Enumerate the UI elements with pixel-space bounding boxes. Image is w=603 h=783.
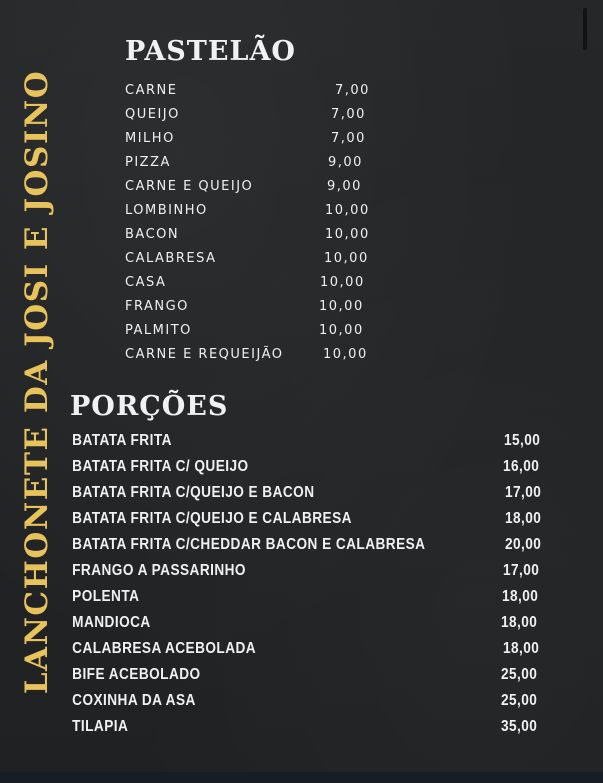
pastelao-heading: PASTELÃO	[125, 36, 296, 67]
item-name: QUEIJO	[125, 107, 180, 122]
item-price: 17,00	[502, 562, 540, 579]
item-price: 7,00	[331, 131, 366, 146]
item-price: 18,00	[504, 510, 542, 527]
item-name: CARNE E QUEIJO	[125, 179, 254, 194]
item-name: FRANGO A PASSARINHO	[72, 562, 246, 579]
item-price: 10,00	[320, 275, 365, 290]
item-price: 17,00	[504, 484, 542, 501]
item-name: BATATA FRITA C/ QUEIJO	[72, 458, 249, 475]
porcoes-heading: PORÇÕES	[70, 391, 229, 422]
item-price: 25,00	[500, 666, 538, 683]
item-name: CASA	[125, 275, 167, 290]
item-price: 7,00	[335, 83, 370, 98]
item-name: CALABRESA	[125, 251, 217, 266]
item-name: CARNE E REQUEIJÃO	[125, 347, 284, 362]
item-name: CARNE	[125, 83, 178, 98]
item-price: 15,00	[503, 432, 541, 449]
item-price: 10,00	[319, 323, 364, 338]
item-price: 35,00	[500, 718, 538, 735]
item-price: 10,00	[323, 347, 368, 362]
item-name: PALMITO	[125, 323, 192, 338]
item-name: BATATA FRITA C/CHEDDAR BACON E CALABRESA	[72, 536, 426, 553]
item-price: 20,00	[504, 536, 542, 553]
bottom-bar	[0, 772, 603, 783]
item-price: 7,00	[331, 107, 366, 122]
scrollbar-thumb	[583, 8, 587, 50]
item-name: BATATA FRITA	[72, 432, 172, 449]
item-name: LOMBINHO	[125, 203, 208, 218]
item-name: FRANGO	[125, 299, 189, 314]
item-name: MILHO	[125, 131, 175, 146]
item-price: 9,00	[328, 155, 363, 170]
item-price: 10,00	[324, 251, 369, 266]
item-name: BATATA FRITA C/QUEIJO E BACON	[72, 484, 315, 501]
item-price: 25,00	[500, 692, 538, 709]
item-price: 18,00	[501, 588, 539, 605]
item-name: BACON	[125, 227, 180, 242]
item-price: 10,00	[325, 227, 370, 242]
item-name: PIZZA	[125, 155, 171, 170]
item-name: CALABRESA ACEBOLADA	[72, 640, 257, 657]
item-name: TILAPIA	[72, 718, 129, 735]
item-price: 10,00	[319, 299, 364, 314]
item-price: 10,00	[325, 203, 370, 218]
item-price: 16,00	[502, 458, 540, 475]
item-price: 18,00	[502, 640, 540, 657]
item-price: 18,00	[500, 614, 538, 631]
item-name: BATATA FRITA C/QUEIJO E CALABRESA	[72, 510, 352, 527]
restaurant-name: LANCHONETE DA JOSI E JOSINO	[19, 69, 55, 695]
item-name: POLENTA	[72, 588, 140, 605]
item-name: BIFE ACEBOLADO	[72, 666, 201, 683]
item-price: 9,00	[327, 179, 362, 194]
item-name: MANDIOCA	[72, 614, 151, 631]
item-name: COXINHA DA ASA	[72, 692, 196, 709]
